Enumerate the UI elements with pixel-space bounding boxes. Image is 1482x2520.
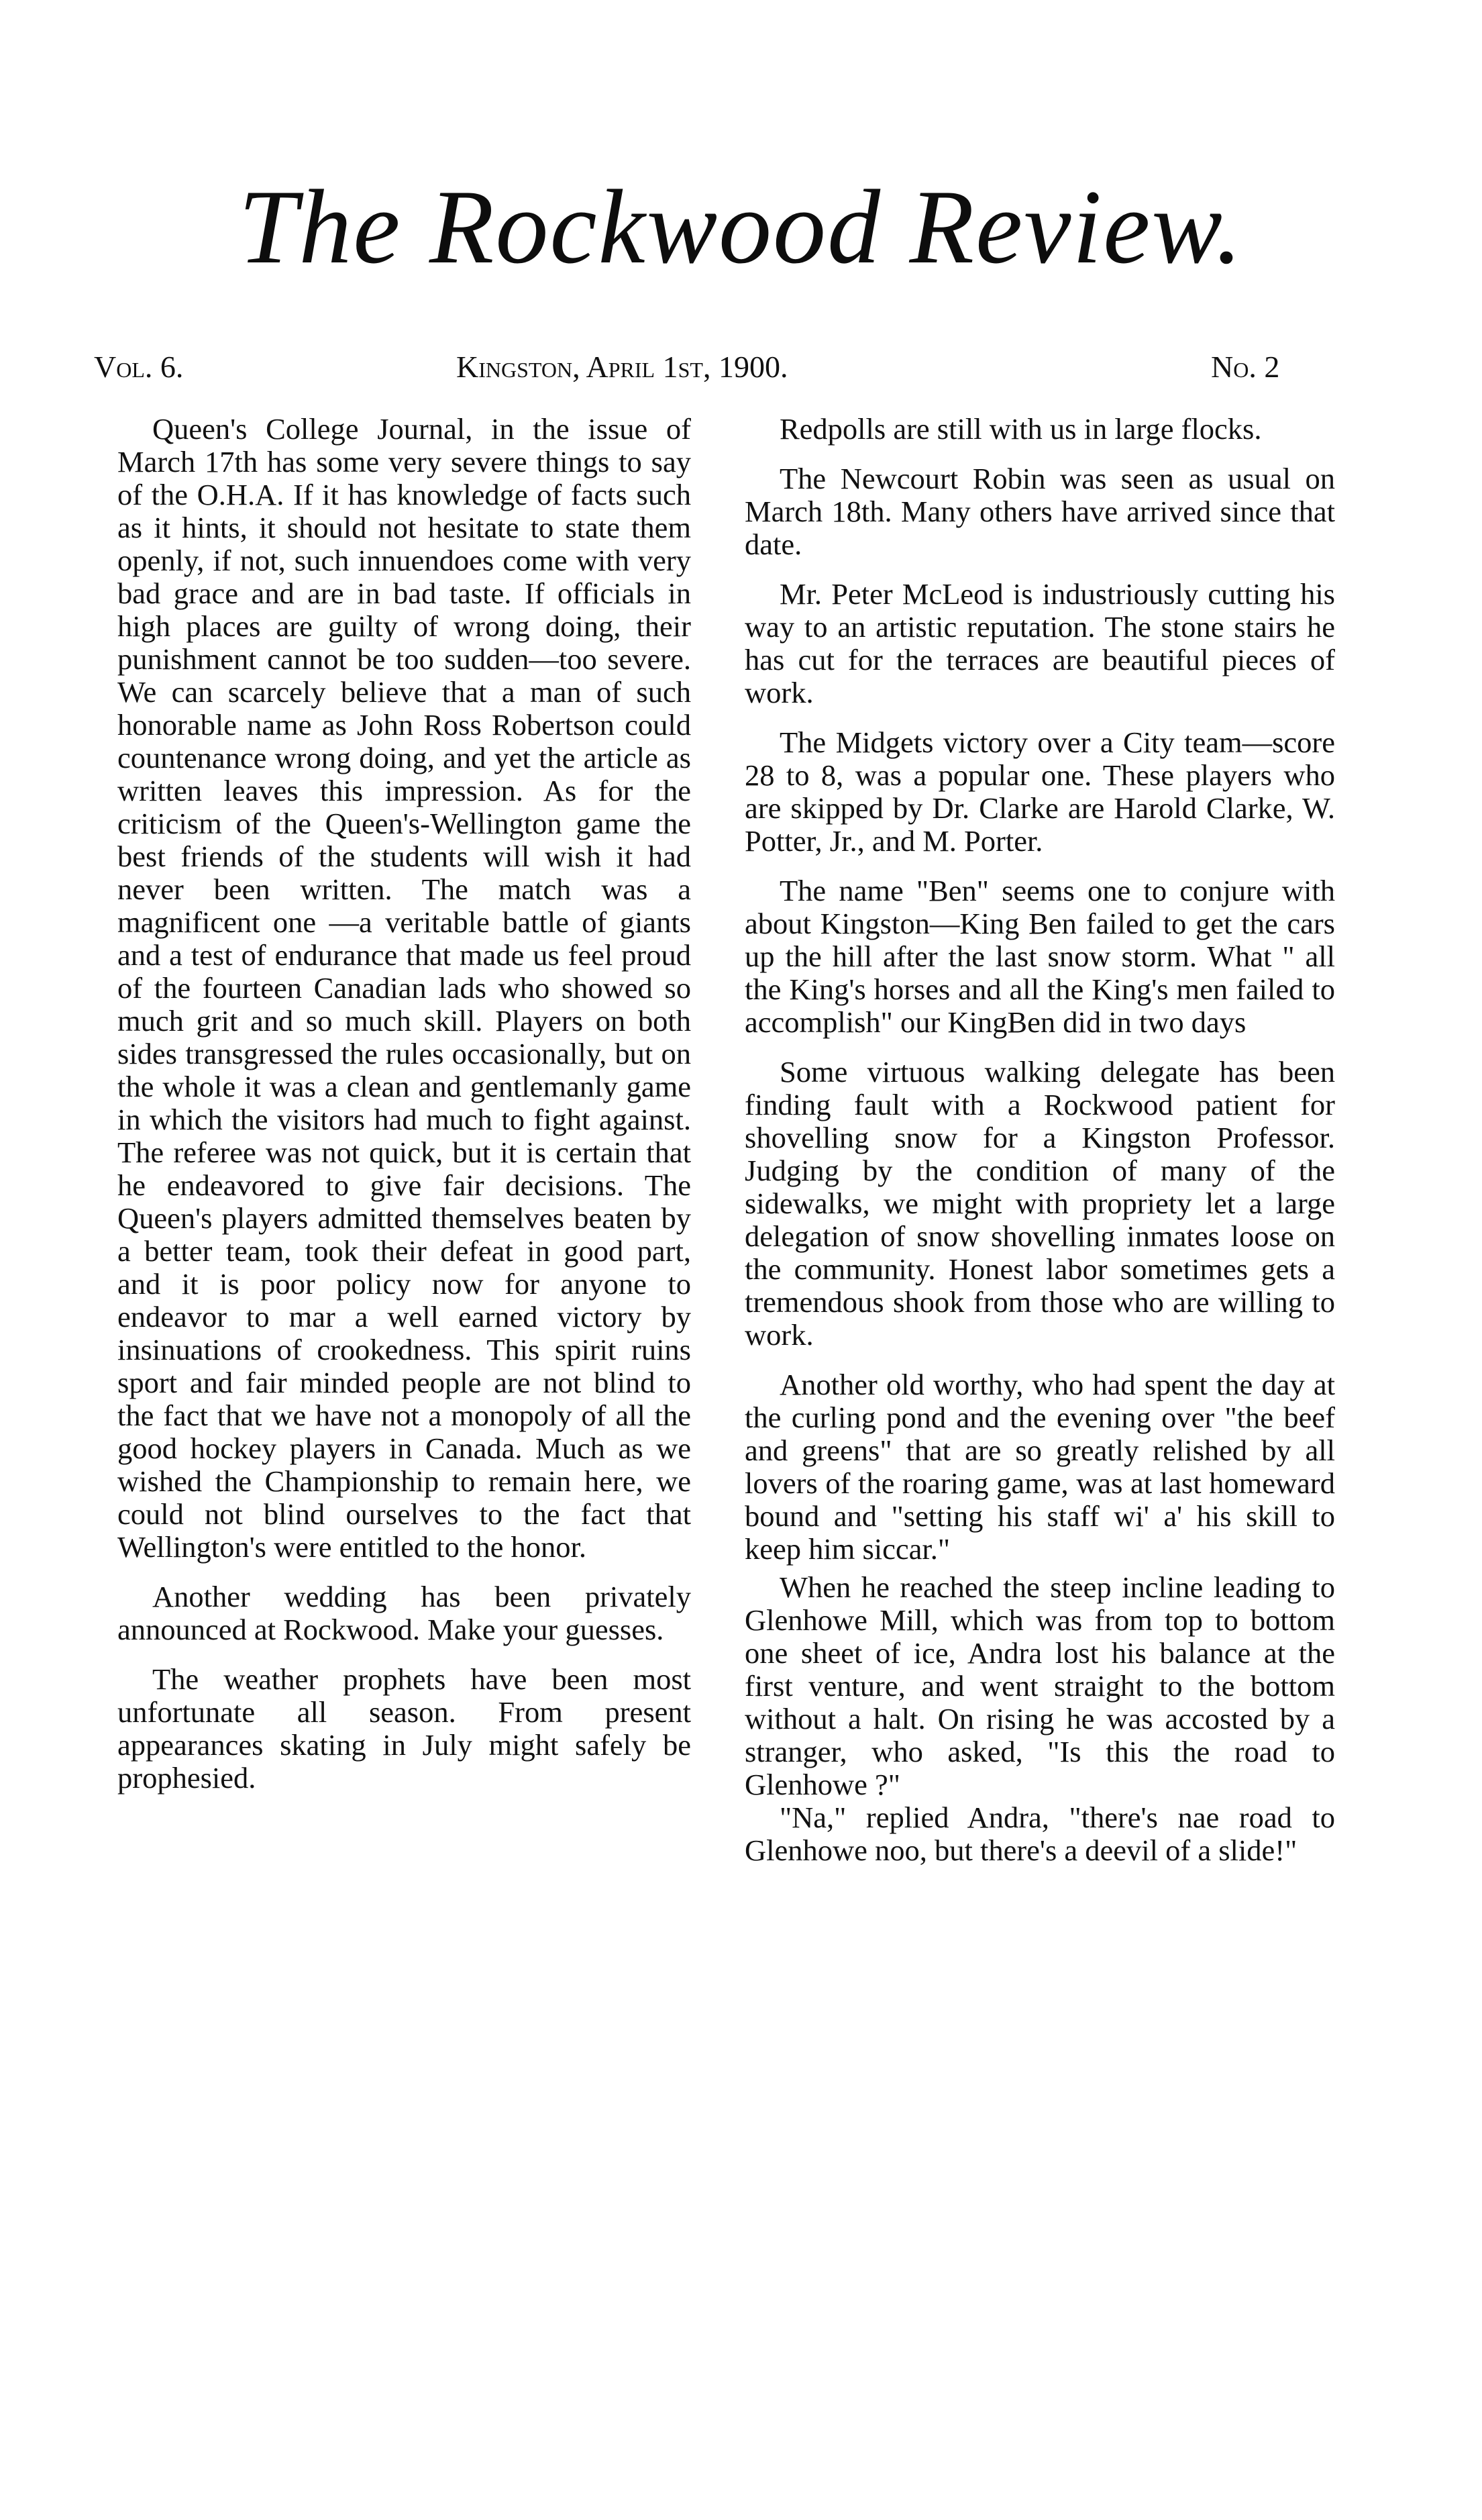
article-paragraph-slide: "Na," replied Andra, "there's nae road to Glenhowe noo, but there's a deevil of a slide!": [745, 1801, 1335, 1867]
issue-line: [94, 349, 1355, 389]
place-date-label: Kingston, April 1st, 1900.: [456, 350, 788, 384]
article-paragraph-mcleod: Mr. Peter McLeod is industriously cutting his way to an artistic reputation. The stone stairs he has cut for the terraces are beautiful pieces of work.: [745, 577, 1335, 709]
article-paragraph-redpolls: Redpolls are still with us in large flocks.: [780, 412, 1262, 446]
article-paragraph-wedding: Another wedding has been privately announced at Rockwood. Make your guesses.: [117, 1580, 691, 1646]
masthead-title: The Rockwood Review.: [238, 168, 1244, 286]
article-paragraph-weather: The weather prophets have been most unfortunate all season. From present appearances skating in July might safely be prophesied.: [117, 1662, 691, 1795]
volume-label: Vol. 6.: [94, 350, 184, 384]
left-column: [117, 413, 691, 1811]
right-column: [745, 413, 1335, 1867]
article-paragraph-walking-delegate: Some virtuous walking delegate has been finding fault with a Rockwood patient for shovelling snow for a Kingston Professor. Judging by the condition of many of the sidewalks, we might with propriety let a large delegation of snow shovelling inmates loose on the community. Honest labor sometimes gets a tremendous shook from those who are willing to work.: [745, 1055, 1335, 1352]
article-paragraph-robin: The Newcourt Robin was seen as usual on March 18th. Many others have arrived since that date.: [745, 462, 1335, 561]
article-paragraph-queens-journal: Queen's College Journal, in the issue of March 17th has some very severe things to say of the O.H.A. If it has knowledge of facts such as it hints, it should not hesitate to state them openly, if not, such innuendoes come with very bad grace and are in bad taste. If officials in high places are guilty of wrong doing, their punishment cannot be too sudden—too severe. We can scarcely believe that a man of such honorable name as John Ross Robertson could countenance wrong doing, and yet the article as written leaves this impression. As for the criticism of the Queen's-Wellington game the best friends of the students will wish it had never been written. The match was a magnificent one —a veritable battle of giants and a test of endurance that made us feel proud of the fourteen Canadian lads who showed so much grit and so much skill. Players on both sides transgressed the rules occasionally, but on the whole it was a clean and gentlemanly game in which the visitors had much to fight against. The referee was not quick, but it is certain that he endeavored to give fair decisions. The Queen's players admitted themselves beaten by a better team, took their defeat in good part, and it is poor policy now for anyone to endeavor to mar a well earned victory by insinuations of crookedness. This spirit ruins sport and fair minded people are not blind to the fact that we have not a monopoly of all the good hockey players in Canada. Much as we wished the Championship to remain here, we could not blind ourselves to the fact that Wellington's were entitled to the honor.: [117, 412, 691, 1564]
article-paragraph-curling: Another old worthy, who had spent the day at the curling pond and the evening over "the beef and greens" that are so greatly relished by all lovers of the roaring game, was at last homeward bound and "setting his staff wi' a' his skill to keep him siccar.": [745, 1368, 1335, 1566]
article-paragraph-king-ben: The name "Ben" seems one to conjure with about Kingston—King Ben failed to get the cars up the hill after the last snow storm. What " all the King's horses and all the King's men failed to accomplish" our KingBen did in two days: [745, 874, 1335, 1039]
issue-number-label: No. 2: [1211, 350, 1280, 384]
article-paragraph-midgets: The Midgets victory over a City team—score 28 to 8, was a popular one. These players who are skipped by Dr. Clarke are Harold Clarke, W. Potter, Jr., and M. Porter.: [745, 725, 1335, 858]
article-paragraph-glenhowe: When he reached the steep incline leading to Glenhowe Mill, which was from top to bottom one sheet of ice, Andra lost his balance at the first venture, and went straight to the bottom without a halt. On rising he was accosted by a stranger, who asked, "Is this the road to Glenhowe ?": [745, 1570, 1335, 1801]
